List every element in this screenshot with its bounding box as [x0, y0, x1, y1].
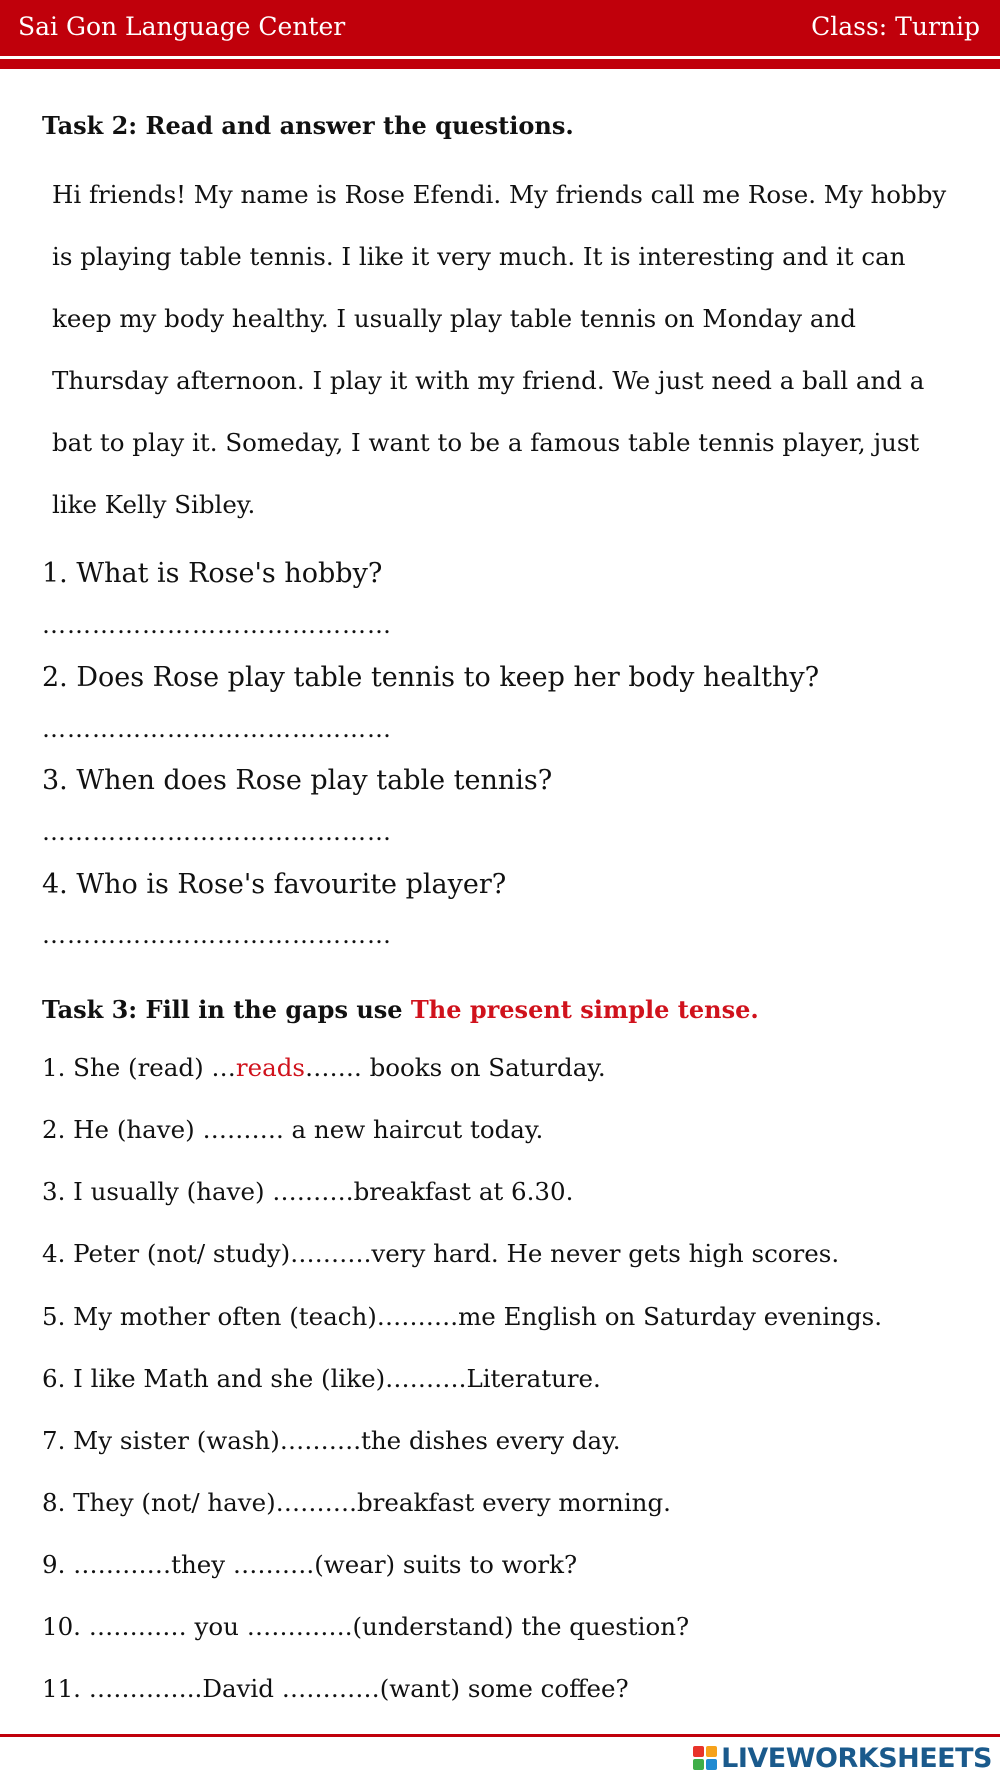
gap-item-text: 1. She (read) …: [42, 1053, 236, 1082]
gap-item-3[interactable]: 3. I usually (have) ……….breakfast at 6.30.: [42, 1177, 574, 1206]
question-4: 4. Who is Rose's favourite player?: [42, 869, 507, 900]
answer-field-4[interactable]: ……………………………………: [42, 921, 392, 949]
gap-item-5[interactable]: 5. My mother often (teach)……….me English on Saturday evenings.: [42, 1302, 882, 1331]
question-3: 3. When does Rose play table tennis?: [42, 765, 553, 796]
header-underline: [0, 59, 1000, 69]
answer-field-3[interactable]: ……………………………………: [42, 818, 392, 846]
question-2: 2. Does Rose play table tennis to keep her body healthy?: [42, 662, 820, 693]
logo-square: [693, 1746, 704, 1757]
liveworksheets-logo[interactable]: [693, 1744, 992, 1772]
reading-passage: [52, 164, 972, 536]
gap-item-2[interactable]: 2. He (have) ………. a new haircut today.: [42, 1115, 544, 1144]
gap-item-9[interactable]: 9. …………they ……….(wear) suits to work?: [42, 1550, 578, 1579]
footer-divider: [0, 1734, 1000, 1737]
class-label: Class: Turnip: [811, 12, 980, 41]
task3-title-highlight: The present simple tense.: [410, 995, 759, 1024]
liveworksheets-logo-icon: [693, 1746, 717, 1770]
logo-square: [706, 1746, 717, 1757]
logo-wordmark: LIVEWORKSHEETS: [721, 1742, 992, 1774]
task2-title: Task 2: Read and answer the questions.: [42, 111, 574, 140]
gap-item-10[interactable]: 10. ………… you ………….(understand) the question?: [42, 1612, 690, 1641]
passage-line: Thursday afternoon. I play it with my friend. We just need a ball and a: [52, 366, 925, 395]
logo-square: [693, 1759, 704, 1770]
page-header: [0, 0, 1000, 56]
answer-field-1[interactable]: ……………………………………: [42, 611, 392, 639]
passage-line: keep my body healthy. I usually play table tennis on Monday and: [52, 304, 856, 333]
example-answer: reads: [235, 1053, 305, 1082]
center-name: Sai Gon Language Center: [18, 12, 346, 41]
gap-item-1: [42, 1053, 606, 1082]
gap-item-8[interactable]: 8. They (not/ have)……….breakfast every morning.: [42, 1488, 671, 1517]
gap-item-7[interactable]: 7. My sister (wash)……….the dishes every day.: [42, 1426, 621, 1455]
task3-title-text: Task 3: Fill in the gaps use: [42, 995, 411, 1024]
gap-item-text: ……. books on Saturday.: [305, 1053, 606, 1082]
answer-field-2[interactable]: ……………………………………: [42, 715, 392, 743]
gap-item-11[interactable]: 11. …………..David …………(want) some coffee?: [42, 1674, 629, 1703]
question-1: 1. What is Rose's hobby?: [42, 558, 383, 589]
logo-square: [706, 1759, 717, 1770]
passage-line: bat to play it. Someday, I want to be a famous table tennis player, just: [52, 428, 920, 457]
passage-line: Hi friends! My name is Rose Efendi. My friends call me Rose. My hobby: [52, 180, 947, 209]
task3-title: [42, 995, 759, 1024]
passage-line: is playing table tennis. I like it very much. It is interesting and it can: [52, 242, 906, 271]
gap-item-6[interactable]: 6. I like Math and she (like)……….Literature.: [42, 1364, 601, 1393]
gap-item-4[interactable]: 4. Peter (not/ study)……….very hard. He never gets high scores.: [42, 1239, 840, 1268]
passage-line: like Kelly Sibley.: [52, 490, 256, 519]
